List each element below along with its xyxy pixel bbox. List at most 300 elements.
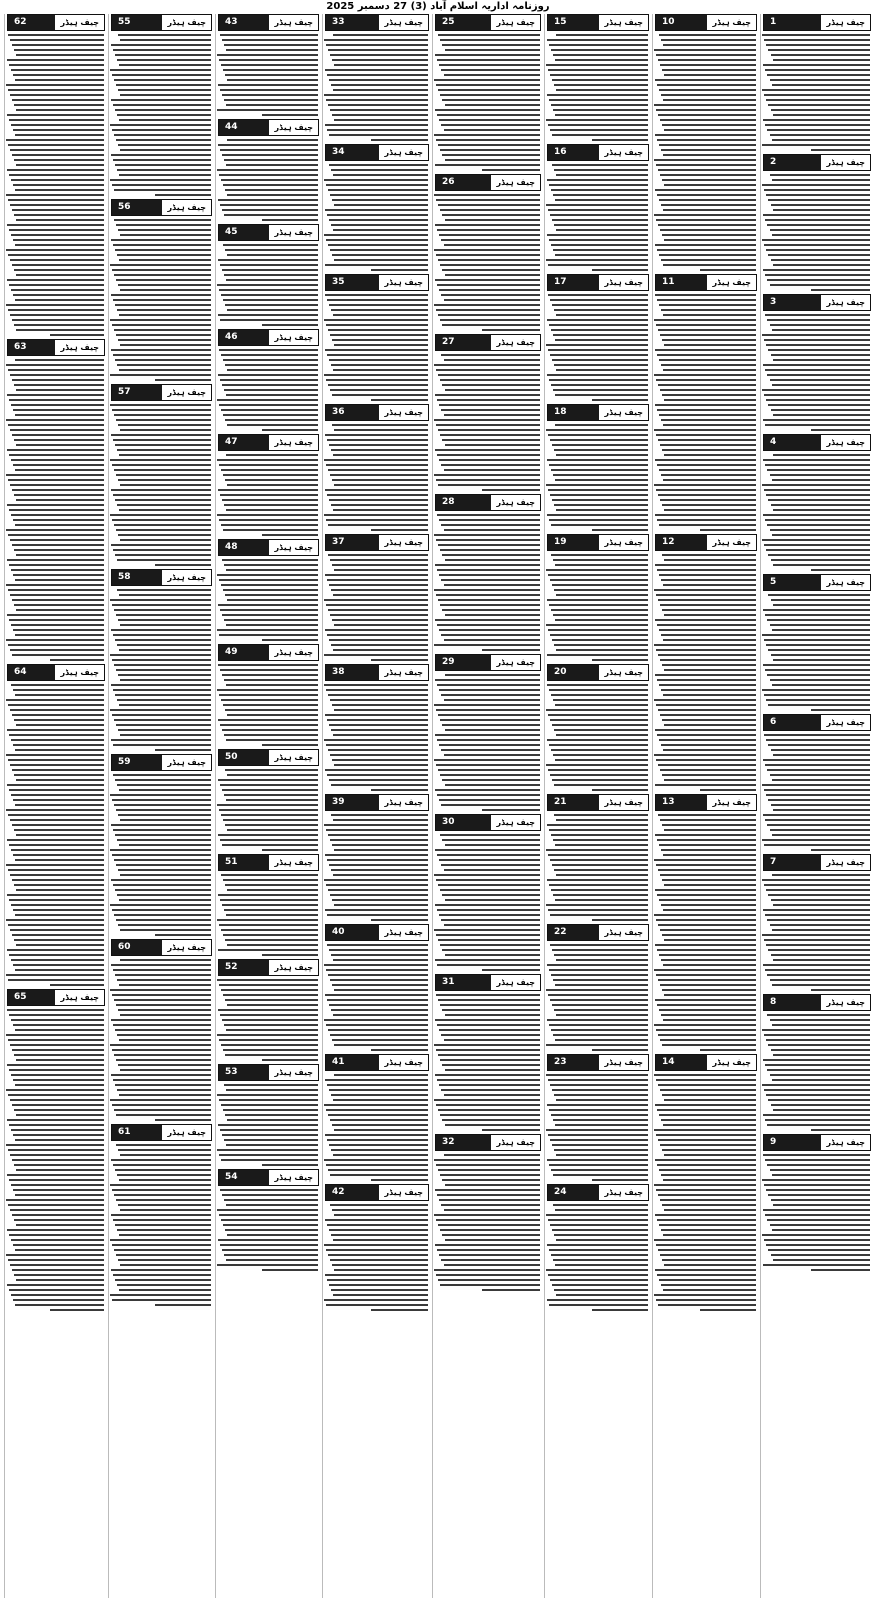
text-line bbox=[763, 119, 870, 121]
text-line bbox=[118, 1009, 211, 1011]
text-line bbox=[113, 49, 211, 51]
text-line bbox=[435, 959, 540, 961]
text-line bbox=[118, 924, 211, 926]
text-line bbox=[553, 474, 648, 476]
text-line bbox=[442, 324, 540, 326]
text-line bbox=[553, 1259, 648, 1261]
text-line bbox=[766, 344, 870, 346]
text-line bbox=[767, 1164, 870, 1166]
news-item-header bbox=[763, 574, 871, 591]
text-line bbox=[333, 509, 428, 511]
text-line bbox=[762, 184, 870, 186]
text-line bbox=[657, 84, 756, 86]
text-line bbox=[221, 874, 318, 876]
text-line bbox=[656, 54, 756, 56]
text-line bbox=[225, 709, 318, 711]
text-line bbox=[223, 244, 318, 246]
text-line bbox=[770, 379, 870, 381]
text-line bbox=[113, 244, 211, 246]
text-line bbox=[768, 499, 870, 501]
news-item-number: 29 bbox=[436, 655, 491, 670]
text-line bbox=[767, 1124, 870, 1126]
text-line bbox=[217, 514, 318, 516]
text-line bbox=[434, 249, 540, 251]
text-line bbox=[768, 1194, 870, 1196]
text-line bbox=[117, 364, 211, 366]
news-item bbox=[547, 14, 649, 141]
text-line bbox=[770, 229, 870, 231]
text-line bbox=[324, 1159, 428, 1161]
news-item-number: 5 bbox=[764, 575, 821, 590]
news-item-number: 31 bbox=[436, 975, 491, 990]
text-line bbox=[439, 289, 540, 291]
text-line bbox=[6, 919, 104, 921]
text-line bbox=[218, 894, 318, 896]
text-line bbox=[16, 329, 104, 331]
text-line bbox=[7, 394, 104, 396]
text-line bbox=[114, 1194, 211, 1196]
text-line bbox=[224, 99, 318, 101]
news-item-label: چیف ہیڈر bbox=[162, 1125, 211, 1140]
text-line bbox=[224, 734, 318, 736]
text-line bbox=[434, 134, 540, 136]
news-item-header bbox=[111, 384, 212, 401]
text-line bbox=[222, 614, 318, 616]
text-line bbox=[332, 59, 428, 61]
text-line bbox=[325, 714, 428, 716]
news-item-number: 62 bbox=[8, 15, 55, 30]
text-line bbox=[11, 904, 104, 906]
text-line bbox=[445, 559, 540, 561]
news-item-header bbox=[218, 1169, 319, 1186]
text-line bbox=[325, 349, 428, 351]
news-item-header bbox=[547, 144, 649, 161]
text-line bbox=[655, 999, 756, 1001]
text-line bbox=[546, 64, 648, 66]
text-line bbox=[117, 1089, 211, 1091]
text-line bbox=[546, 849, 648, 851]
text-line bbox=[327, 299, 428, 301]
text-line bbox=[661, 849, 756, 851]
text-line bbox=[435, 449, 540, 451]
news-item-label: چیف ہیڈر bbox=[491, 655, 540, 670]
text-line bbox=[441, 409, 540, 411]
text-line bbox=[324, 374, 428, 376]
text-line bbox=[119, 119, 211, 121]
text-line bbox=[547, 964, 648, 966]
text-line bbox=[770, 174, 870, 176]
text-line bbox=[226, 1144, 318, 1146]
text-line bbox=[438, 34, 540, 36]
text-line bbox=[12, 934, 104, 936]
text-line bbox=[333, 1294, 428, 1296]
text-line bbox=[770, 829, 870, 831]
text-line bbox=[120, 1264, 211, 1266]
text-line bbox=[772, 534, 870, 536]
text-line bbox=[329, 864, 428, 866]
text-line bbox=[116, 1059, 211, 1061]
text-line bbox=[371, 529, 428, 531]
text-line bbox=[117, 309, 211, 311]
text-line bbox=[111, 1074, 211, 1076]
news-item-label: چیف ہیڈر bbox=[707, 15, 756, 30]
text-line bbox=[655, 564, 756, 566]
text-line bbox=[444, 1264, 540, 1266]
text-line bbox=[371, 1309, 428, 1311]
text-line bbox=[439, 234, 540, 236]
text-line bbox=[15, 749, 104, 751]
news-item-label: چیف ہیڈر bbox=[269, 435, 318, 450]
text-line bbox=[6, 304, 104, 306]
text-line bbox=[219, 349, 318, 351]
text-line bbox=[553, 979, 648, 981]
text-line bbox=[552, 1284, 648, 1286]
text-line bbox=[435, 1074, 540, 1076]
text-line bbox=[552, 1229, 648, 1231]
text-line bbox=[327, 214, 428, 216]
text-line bbox=[811, 429, 870, 431]
text-line bbox=[763, 1114, 870, 1116]
text-line bbox=[654, 699, 756, 701]
text-line bbox=[700, 789, 756, 791]
text-line bbox=[663, 154, 756, 156]
text-line bbox=[663, 964, 756, 966]
news-item bbox=[547, 664, 649, 791]
text-line bbox=[441, 694, 540, 696]
text-line bbox=[660, 389, 756, 391]
text-line bbox=[110, 404, 211, 406]
text-line bbox=[117, 1284, 211, 1286]
text-line bbox=[768, 349, 870, 351]
text-line bbox=[440, 774, 540, 776]
text-line bbox=[371, 1049, 428, 1051]
text-line bbox=[762, 34, 870, 36]
news-item bbox=[7, 664, 105, 986]
text-line bbox=[440, 1229, 540, 1231]
text-line bbox=[14, 104, 104, 106]
text-line bbox=[773, 264, 870, 266]
text-line bbox=[437, 569, 540, 571]
text-line bbox=[551, 609, 648, 611]
news-item-header bbox=[111, 569, 212, 586]
text-line bbox=[765, 219, 870, 221]
text-line bbox=[220, 839, 318, 841]
text-line bbox=[662, 234, 756, 236]
text-line bbox=[7, 784, 104, 786]
text-line bbox=[661, 309, 756, 311]
text-line bbox=[220, 494, 318, 496]
text-line bbox=[654, 914, 756, 916]
text-line bbox=[768, 744, 870, 746]
text-line bbox=[553, 249, 648, 251]
text-line bbox=[766, 399, 870, 401]
text-line bbox=[218, 199, 318, 201]
text-line bbox=[440, 39, 540, 41]
text-line bbox=[770, 1169, 870, 1171]
text-line bbox=[437, 909, 540, 911]
news-item-header bbox=[218, 224, 319, 241]
text-line bbox=[553, 839, 648, 841]
news-item-label: چیف ہیڈر bbox=[707, 1055, 756, 1070]
news-item-header bbox=[763, 714, 871, 731]
text-line bbox=[546, 764, 648, 766]
text-line bbox=[658, 1304, 756, 1306]
text-line bbox=[445, 844, 540, 846]
text-line bbox=[330, 894, 428, 896]
text-line bbox=[762, 239, 870, 241]
news-item-header bbox=[325, 1184, 429, 1201]
text-line bbox=[12, 879, 104, 881]
text-line bbox=[658, 709, 756, 711]
news-item-number: 64 bbox=[8, 665, 55, 680]
text-line bbox=[117, 114, 211, 116]
text-line bbox=[111, 1269, 211, 1271]
news-item-number: 33 bbox=[326, 15, 379, 30]
text-line bbox=[226, 49, 318, 51]
text-line bbox=[330, 474, 428, 476]
text-line bbox=[262, 114, 318, 116]
news-item-header bbox=[547, 404, 649, 421]
text-line bbox=[766, 44, 870, 46]
text-line bbox=[16, 499, 104, 501]
text-line bbox=[8, 589, 104, 591]
text-line bbox=[227, 484, 318, 486]
text-line bbox=[115, 304, 211, 306]
text-line bbox=[768, 554, 870, 556]
text-line bbox=[659, 34, 756, 36]
text-line bbox=[434, 534, 540, 536]
text-line bbox=[222, 904, 318, 906]
text-line bbox=[662, 394, 756, 396]
text-line bbox=[764, 394, 870, 396]
text-line bbox=[551, 329, 648, 331]
text-line bbox=[434, 589, 540, 591]
text-line bbox=[220, 609, 318, 611]
text-line bbox=[441, 1089, 540, 1091]
text-line bbox=[654, 319, 756, 321]
text-line bbox=[13, 464, 104, 466]
text-line bbox=[766, 494, 870, 496]
text-line bbox=[111, 154, 211, 156]
text-line bbox=[114, 1054, 211, 1056]
news-item bbox=[763, 854, 871, 991]
text-line bbox=[440, 604, 540, 606]
text-line bbox=[115, 834, 211, 836]
news-column bbox=[544, 14, 651, 1598]
text-line bbox=[116, 669, 211, 671]
text-line bbox=[118, 339, 211, 341]
text-line bbox=[548, 209, 648, 211]
text-line bbox=[329, 79, 428, 81]
text-line bbox=[116, 919, 211, 921]
text-line bbox=[554, 224, 648, 226]
text-line bbox=[114, 804, 211, 806]
text-line bbox=[765, 914, 870, 916]
text-line bbox=[662, 124, 756, 126]
text-line bbox=[554, 504, 648, 506]
text-line bbox=[437, 684, 540, 686]
text-line bbox=[219, 174, 318, 176]
text-line bbox=[12, 714, 104, 716]
text-line bbox=[331, 729, 428, 731]
text-line bbox=[435, 679, 540, 681]
text-line bbox=[326, 1024, 428, 1026]
text-line bbox=[118, 1064, 211, 1066]
text-line bbox=[219, 59, 318, 61]
text-line bbox=[655, 1269, 756, 1271]
news-item-number: 52 bbox=[219, 960, 269, 975]
text-line bbox=[766, 1189, 870, 1191]
text-line bbox=[219, 519, 318, 521]
text-line bbox=[114, 664, 211, 666]
text-line bbox=[553, 1034, 648, 1036]
text-line bbox=[547, 824, 648, 826]
text-line bbox=[325, 574, 428, 576]
text-line bbox=[772, 779, 870, 781]
news-item bbox=[763, 1134, 871, 1271]
text-line bbox=[768, 1044, 870, 1046]
text-line bbox=[16, 1059, 104, 1061]
text-line bbox=[773, 659, 870, 661]
text-line bbox=[434, 419, 540, 421]
text-line bbox=[334, 764, 428, 766]
text-line bbox=[222, 39, 318, 41]
text-line bbox=[550, 859, 648, 861]
text-line bbox=[547, 1244, 648, 1246]
text-line bbox=[764, 544, 870, 546]
text-line bbox=[326, 689, 428, 691]
text-line bbox=[219, 404, 318, 406]
text-line bbox=[327, 859, 428, 861]
text-line bbox=[6, 1199, 104, 1201]
text-line bbox=[768, 799, 870, 801]
text-line bbox=[439, 1254, 540, 1256]
text-line bbox=[771, 599, 870, 601]
text-line bbox=[8, 814, 104, 816]
text-line bbox=[114, 219, 211, 221]
text-line bbox=[120, 94, 211, 96]
text-line bbox=[324, 599, 428, 601]
text-line bbox=[549, 99, 648, 101]
text-line bbox=[551, 889, 648, 891]
news-item-number: 28 bbox=[436, 495, 491, 510]
text-line bbox=[10, 1264, 104, 1266]
text-line bbox=[333, 959, 428, 961]
text-line bbox=[117, 784, 211, 786]
text-line bbox=[661, 1119, 756, 1121]
text-line bbox=[7, 559, 104, 561]
text-line bbox=[445, 784, 540, 786]
text-line bbox=[227, 1004, 318, 1006]
text-line bbox=[11, 794, 104, 796]
text-line bbox=[773, 59, 870, 61]
news-item-number: 48 bbox=[219, 540, 269, 555]
news-item-label: چیف ہیڈر bbox=[599, 1055, 648, 1070]
text-line bbox=[549, 184, 648, 186]
text-line bbox=[110, 1044, 211, 1046]
text-line bbox=[554, 954, 648, 956]
text-line bbox=[112, 714, 211, 716]
text-line bbox=[14, 439, 104, 441]
text-line bbox=[11, 1129, 104, 1131]
text-line bbox=[110, 599, 211, 601]
text-line bbox=[329, 779, 428, 781]
text-line bbox=[767, 919, 870, 921]
text-line bbox=[550, 579, 648, 581]
text-line bbox=[16, 164, 104, 166]
text-line bbox=[764, 1034, 870, 1036]
news-item-label: چیف ہیڈر bbox=[379, 665, 428, 680]
text-line bbox=[547, 39, 648, 41]
text-line bbox=[225, 74, 318, 76]
text-line bbox=[661, 1284, 756, 1286]
text-line bbox=[16, 1169, 104, 1171]
text-line bbox=[113, 159, 211, 161]
text-line bbox=[660, 659, 756, 661]
text-line bbox=[324, 514, 428, 516]
text-line bbox=[15, 634, 104, 636]
text-line bbox=[226, 1204, 318, 1206]
text-line bbox=[658, 494, 756, 496]
text-line bbox=[549, 324, 648, 326]
text-line bbox=[772, 1024, 870, 1026]
text-line bbox=[326, 44, 428, 46]
text-line bbox=[15, 1249, 104, 1251]
text-line bbox=[550, 354, 648, 356]
text-line bbox=[332, 254, 428, 256]
text-line bbox=[7, 729, 104, 731]
text-line bbox=[438, 144, 540, 146]
text-line bbox=[550, 214, 648, 216]
news-item-header bbox=[655, 794, 757, 811]
text-line bbox=[435, 394, 540, 396]
text-line bbox=[222, 154, 318, 156]
news-item bbox=[111, 1124, 212, 1306]
text-line bbox=[10, 314, 104, 316]
text-line bbox=[438, 374, 540, 376]
text-line bbox=[10, 929, 104, 931]
text-line bbox=[658, 439, 756, 441]
news-item bbox=[435, 974, 541, 1131]
text-line bbox=[226, 394, 318, 396]
text-line bbox=[114, 134, 211, 136]
text-line bbox=[546, 1044, 648, 1046]
text-line bbox=[10, 374, 104, 376]
text-line bbox=[654, 104, 756, 106]
text-line bbox=[654, 49, 756, 51]
text-line bbox=[262, 534, 318, 536]
text-line bbox=[12, 489, 104, 491]
text-line bbox=[656, 1244, 756, 1246]
text-line bbox=[556, 874, 648, 876]
news-item-label: چیف ہیڈر bbox=[269, 1065, 318, 1080]
text-line bbox=[217, 1094, 318, 1096]
text-line bbox=[762, 689, 870, 691]
text-line bbox=[768, 404, 870, 406]
text-line bbox=[661, 204, 756, 206]
text-line bbox=[118, 89, 211, 91]
news-item-header bbox=[763, 994, 871, 1011]
text-line bbox=[224, 504, 318, 506]
text-line bbox=[655, 514, 756, 516]
text-line bbox=[114, 859, 211, 861]
text-line bbox=[332, 1209, 428, 1211]
text-line bbox=[113, 1024, 211, 1026]
text-line bbox=[12, 599, 104, 601]
text-line bbox=[7, 1284, 104, 1286]
text-line bbox=[553, 894, 648, 896]
text-line bbox=[114, 1109, 211, 1111]
